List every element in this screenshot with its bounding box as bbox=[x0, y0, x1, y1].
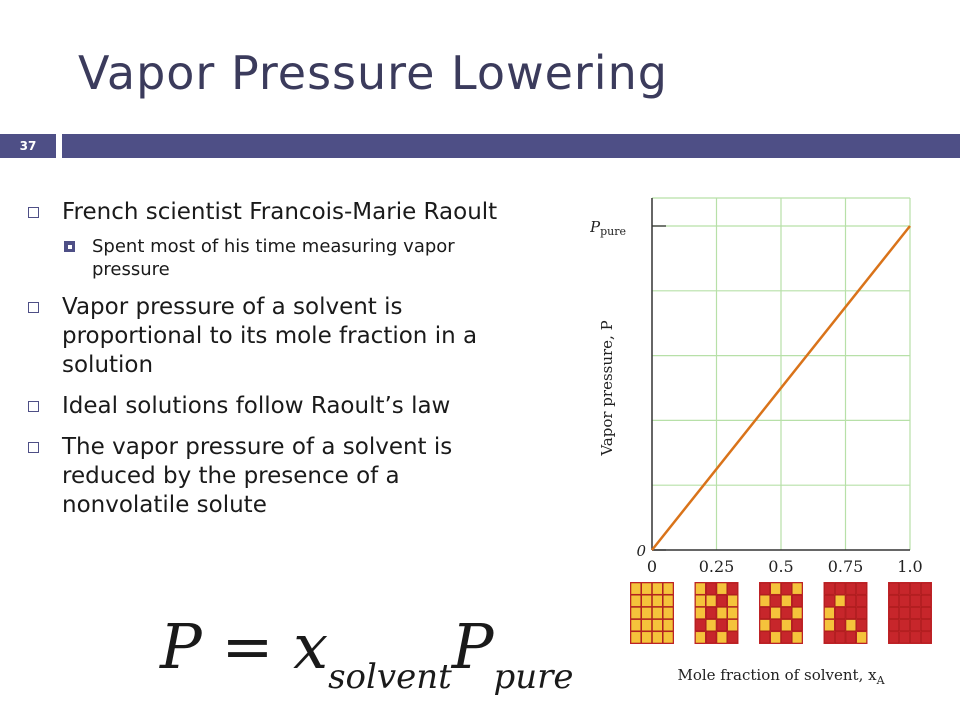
composition-cell bbox=[663, 595, 673, 606]
composition-cell bbox=[771, 632, 781, 643]
composition-cell bbox=[706, 607, 716, 618]
x-tick-label: 0.5 bbox=[768, 557, 794, 576]
composition-grid bbox=[824, 582, 868, 644]
composition-cell bbox=[771, 583, 781, 594]
composition-cell bbox=[792, 632, 802, 643]
slide-title: Vapor Pressure Lowering bbox=[78, 46, 668, 100]
sub-bullet-item bbox=[28, 235, 598, 281]
equation-x-sub: solvent bbox=[328, 657, 452, 697]
composition-grid bbox=[630, 582, 674, 644]
composition-cell bbox=[663, 583, 673, 594]
x-axis-label: Mole fraction of solvent, $x_A$ bbox=[677, 666, 885, 687]
composition-cell bbox=[846, 620, 856, 631]
composition-cell bbox=[921, 595, 931, 606]
composition-cell bbox=[835, 620, 845, 631]
header-bar bbox=[62, 134, 960, 158]
composition-grids bbox=[630, 582, 932, 644]
composition-cell bbox=[921, 632, 931, 643]
composition-cell bbox=[696, 632, 706, 643]
equation-x: x bbox=[293, 610, 329, 683]
composition-cell bbox=[825, 607, 835, 618]
composition-cell bbox=[653, 632, 663, 643]
composition-cell bbox=[706, 620, 716, 631]
composition-cell bbox=[653, 583, 663, 594]
sub-bullet-square-icon bbox=[64, 241, 75, 252]
composition-cell bbox=[835, 607, 845, 618]
slide-number: 37 bbox=[0, 134, 56, 158]
composition-cell bbox=[911, 583, 921, 594]
bullet-text: reduced by the presence of a bbox=[62, 463, 400, 489]
bullet-text: nonvolatile solute bbox=[62, 492, 267, 518]
composition-cell bbox=[696, 583, 706, 594]
composition-cell bbox=[825, 583, 835, 594]
composition-cell bbox=[782, 620, 792, 631]
composition-cell bbox=[696, 607, 706, 618]
composition-cell bbox=[642, 632, 652, 643]
composition-cell bbox=[857, 595, 867, 606]
composition-cell bbox=[857, 607, 867, 618]
composition-cell bbox=[857, 583, 867, 594]
composition-grid bbox=[695, 582, 739, 644]
sub-bullet-text: Spent most of his time measuring vapor bbox=[92, 236, 455, 257]
composition-cell bbox=[706, 632, 716, 643]
composition-cell bbox=[631, 583, 641, 594]
composition-cell bbox=[728, 583, 738, 594]
y-tick-label: $P_{pure}$ bbox=[590, 218, 626, 238]
composition-cell bbox=[921, 607, 931, 618]
bullet-text: The vapor pressure of a solvent is bbox=[62, 434, 453, 460]
composition-cell bbox=[653, 595, 663, 606]
composition-cell bbox=[663, 632, 673, 643]
composition-cell bbox=[857, 632, 867, 643]
equation-p2-sub: pure bbox=[493, 657, 574, 697]
composition-cell bbox=[792, 607, 802, 618]
composition-cell bbox=[728, 607, 738, 618]
composition-cell bbox=[846, 583, 856, 594]
composition-cell bbox=[728, 595, 738, 606]
composition-cell bbox=[911, 607, 921, 618]
composition-cell bbox=[825, 632, 835, 643]
composition-cell bbox=[642, 583, 652, 594]
equation-p2: P bbox=[451, 610, 494, 683]
composition-cell bbox=[653, 607, 663, 618]
composition-cell bbox=[792, 620, 802, 631]
composition-cell bbox=[835, 583, 845, 594]
composition-cell bbox=[631, 595, 641, 606]
vapor-pressure-chart bbox=[590, 190, 960, 724]
composition-cell bbox=[921, 620, 931, 631]
composition-cell bbox=[717, 595, 727, 606]
composition-cell bbox=[760, 595, 770, 606]
composition-cell bbox=[846, 607, 856, 618]
y-tick-label: 0 bbox=[636, 542, 646, 560]
bullet-text: proportional to its mole fraction in a bbox=[62, 323, 478, 349]
bullet-item bbox=[28, 198, 598, 227]
composition-cell bbox=[631, 632, 641, 643]
composition-cell bbox=[728, 620, 738, 631]
bullet-square-icon bbox=[28, 207, 39, 218]
y-axis-label: Vapor pressure, P bbox=[598, 320, 616, 456]
x-tick-label: 0.25 bbox=[698, 557, 735, 576]
composition-cell bbox=[825, 620, 835, 631]
raoult-equation bbox=[160, 610, 574, 697]
bullet-item bbox=[28, 433, 598, 520]
composition-cell bbox=[717, 632, 727, 643]
bullet-item bbox=[28, 293, 598, 380]
x-tick-label: 0.75 bbox=[827, 557, 864, 576]
chart-svg bbox=[590, 190, 960, 720]
equation-p: P bbox=[160, 610, 202, 683]
composition-cell bbox=[782, 632, 792, 643]
composition-cell bbox=[889, 632, 899, 643]
bullet-text: French scientist Francois-Marie Raoult bbox=[62, 199, 498, 225]
composition-cell bbox=[696, 620, 706, 631]
composition-cell bbox=[911, 632, 921, 643]
bullet-text: Vapor pressure of a solvent is bbox=[62, 294, 403, 320]
composition-cell bbox=[631, 607, 641, 618]
composition-grid bbox=[888, 582, 932, 644]
bullet-text: solution bbox=[62, 352, 154, 378]
composition-cell bbox=[782, 607, 792, 618]
composition-cell bbox=[889, 583, 899, 594]
sub-bullet-text: pressure bbox=[92, 259, 170, 280]
composition-cell bbox=[642, 607, 652, 618]
composition-cell bbox=[911, 620, 921, 631]
composition-cell bbox=[835, 632, 845, 643]
composition-cell bbox=[921, 583, 931, 594]
composition-cell bbox=[900, 583, 910, 594]
composition-cell bbox=[771, 607, 781, 618]
bullet-item bbox=[28, 392, 598, 421]
x-tick-label: 0 bbox=[646, 557, 658, 576]
composition-cell bbox=[782, 595, 792, 606]
composition-cell bbox=[900, 607, 910, 618]
composition-cell bbox=[889, 620, 899, 631]
composition-cell bbox=[717, 583, 727, 594]
composition-cell bbox=[900, 620, 910, 631]
composition-cell bbox=[706, 595, 716, 606]
composition-cell bbox=[653, 620, 663, 631]
composition-cell bbox=[889, 607, 899, 618]
composition-cell bbox=[642, 595, 652, 606]
composition-cell bbox=[846, 595, 856, 606]
bullet-square-icon bbox=[28, 401, 39, 412]
composition-cell bbox=[717, 620, 727, 631]
composition-cell bbox=[760, 607, 770, 618]
composition-cell bbox=[900, 632, 910, 643]
x-tick-label: 1.0 bbox=[897, 557, 923, 576]
composition-cell bbox=[760, 620, 770, 631]
composition-cell bbox=[642, 620, 652, 631]
composition-cell bbox=[663, 607, 673, 618]
composition-cell bbox=[857, 620, 867, 631]
composition-cell bbox=[760, 583, 770, 594]
composition-cell bbox=[728, 632, 738, 643]
composition-cell bbox=[663, 620, 673, 631]
composition-cell bbox=[835, 595, 845, 606]
composition-cell bbox=[771, 620, 781, 631]
composition-cell bbox=[792, 583, 802, 594]
composition-cell bbox=[889, 595, 899, 606]
bullet-square-icon bbox=[28, 302, 39, 313]
composition-cell bbox=[911, 595, 921, 606]
composition-cell bbox=[782, 583, 792, 594]
bullet-text: Ideal solutions follow Raoult’s law bbox=[62, 393, 451, 419]
composition-cell bbox=[631, 620, 641, 631]
composition-cell bbox=[900, 595, 910, 606]
bullet-square-icon bbox=[28, 442, 39, 453]
bullet-list bbox=[28, 198, 598, 532]
composition-cell bbox=[846, 632, 856, 643]
composition-cell bbox=[717, 607, 727, 618]
composition-cell bbox=[792, 595, 802, 606]
composition-cell bbox=[771, 595, 781, 606]
composition-grid bbox=[759, 582, 803, 644]
composition-cell bbox=[825, 595, 835, 606]
composition-cell bbox=[706, 583, 716, 594]
composition-cell bbox=[760, 632, 770, 643]
chart-grid bbox=[652, 198, 910, 550]
equation-equals: = bbox=[221, 610, 274, 683]
composition-cell bbox=[696, 595, 706, 606]
